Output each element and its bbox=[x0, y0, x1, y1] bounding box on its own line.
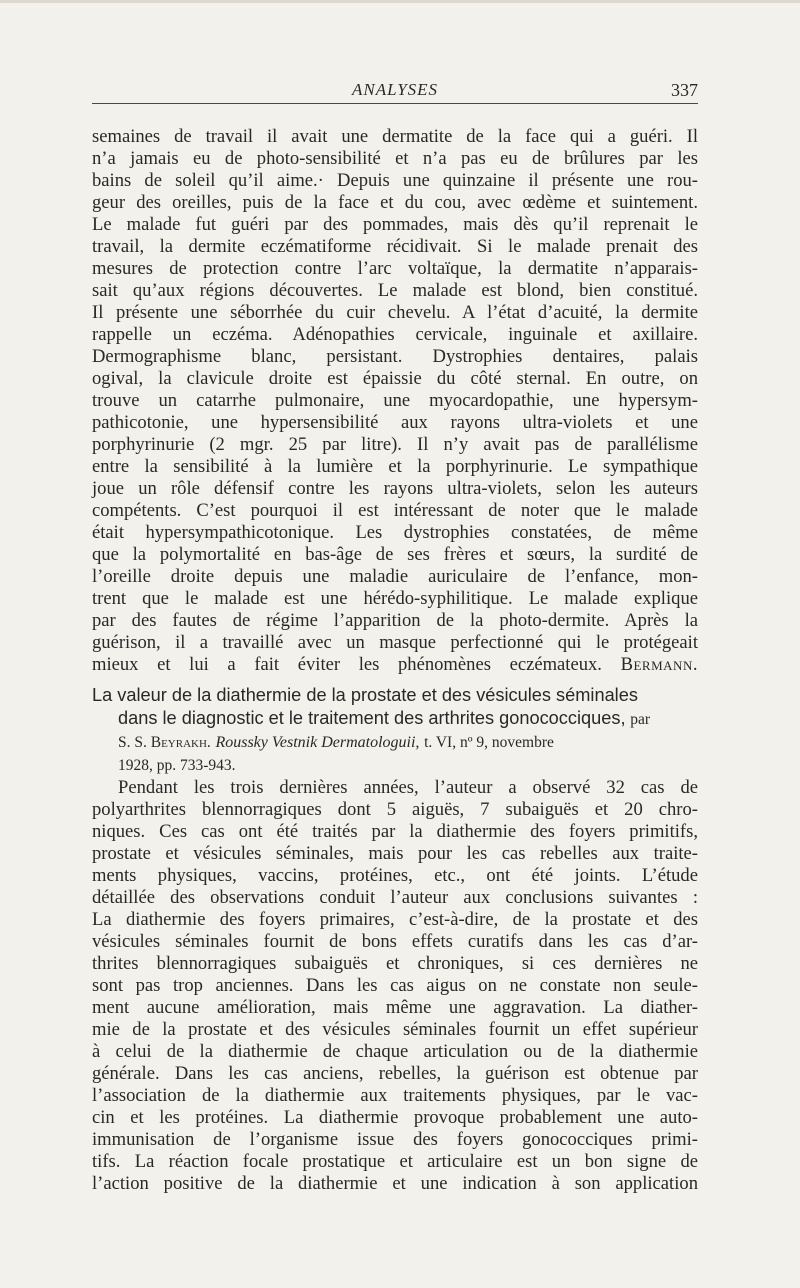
article-citation-pages: 1928, pp. 733-943. bbox=[118, 757, 236, 774]
text-line: immunisation de l’organisme issue des foyers gonococciques primi- bbox=[92, 1129, 698, 1150]
text-line: était hypersympathicotonique. Les dystrophies constatées, de même bbox=[92, 522, 698, 543]
text-line: entre la sensibilité à la lumière et la porphyrinurie. Le sympathique bbox=[92, 456, 698, 477]
text-line: l’oreille droite depuis une maladie auriculaire de l’enfance, mon- bbox=[92, 566, 698, 587]
text-line: Le malade fut guéri par des pommades, mais dès qu’il reprenait le bbox=[92, 214, 698, 235]
page-header bbox=[92, 78, 698, 102]
text-line: n’a jamais eu de photo-sensibilité et n’a pas eu de brûlures par les bbox=[92, 148, 698, 169]
text-fragment: mieux et lui a fait éviter les phénomènes eczémateux. bbox=[92, 654, 602, 675]
header-rule bbox=[92, 103, 698, 104]
article-title-line-2: dans le diagnostic et le traitement des arthrites gonococciques, bbox=[118, 708, 626, 728]
text-line: Pendant les trois dernières années, l’auteur a observé 32 cas de bbox=[118, 777, 698, 798]
text-line: sait qu’aux régions découvertes. Le malade est blond, bien constitué. bbox=[92, 280, 698, 301]
running-title: ANALYSES bbox=[351, 80, 439, 99]
text-line: mesures de protection contre l’arc voltaïque, la dermatite n’apparais- bbox=[92, 258, 698, 279]
text-line: porphyrinurie (2 mgr. 25 par litre). Il n’y avait pas de parallélisme bbox=[92, 434, 698, 455]
text-line: vésicules séminales fournit de bons effets curatifs dans les cas d’ar- bbox=[92, 931, 698, 952]
text-line: tifs. La réaction focale prostatique et articulaire est un bon signe de bbox=[92, 1151, 698, 1172]
text-line: ment aucune amélioration, mais même une aggravation. La diather- bbox=[92, 997, 698, 1018]
text-line: sont pas trop anciennes. Dans les cas aigus on ne constate non seule- bbox=[92, 975, 698, 996]
paragraph-summary bbox=[92, 777, 698, 1195]
text-line: joue un rôle défensif contre les rayons ultra-violets, selon les auteurs bbox=[92, 478, 698, 499]
text-line: semaines de travail il avait une dermatite de la face qui a guéri. Il bbox=[92, 126, 698, 147]
article-heading bbox=[92, 684, 698, 777]
article-author: S. S. Beyrakh. bbox=[118, 734, 211, 751]
text-line: ogival, la clavicule droite est épaissie du côté sternal. En outre, on bbox=[92, 368, 698, 389]
text-line: La diathermie des foyers primaires, c’est-à-dire, de la prostate et des bbox=[92, 909, 698, 930]
text-line: que la polymortalité en bas-âge de ses frères et sœurs, la surdité de bbox=[92, 544, 698, 565]
text-line: trent que le malade est une hérédo-syphilitique. Le malade explique bbox=[92, 588, 698, 609]
text-line: l’action positive de la diathermie et une indication à son application bbox=[92, 1173, 698, 1194]
text-line: polyarthrites blennorragiques dont 5 aiguës, 7 subaiguës et 20 chro- bbox=[92, 799, 698, 820]
text-line: par des fautes de régime l’apparition de la photo-dermite. Après la bbox=[92, 610, 698, 631]
text-line: geur des oreilles, puis de la face et du cou, avec œdème et suintement. bbox=[92, 192, 698, 213]
text-line: pathicotonie, une hypersensibilité aux rayons ultra-violets et une bbox=[92, 412, 698, 433]
page-body bbox=[92, 126, 698, 1195]
article-par: par bbox=[630, 711, 650, 728]
text-line: prostate et vésicules séminales, mais pour les cas rebelles aux traite- bbox=[92, 843, 698, 864]
article-journal: Roussky Vestnik Dermatologuii, bbox=[215, 734, 420, 751]
text-line: niques. Ces cas ont été traités par la diathermie des foyers primitifs, bbox=[92, 821, 698, 842]
text-line: ments physiques, vaccins, protéines, etc., ont été joints. L’étude bbox=[92, 865, 698, 886]
text-line: compétents. C’est pourquoi il est intéressant de noter que le malade bbox=[92, 500, 698, 521]
article-citation: t. VI, nº 9, novembre bbox=[424, 734, 554, 751]
article-title-line-1: La valeur de la diathermie de la prostate et des vésicules séminales bbox=[92, 685, 638, 705]
text-line: bains de soleil qu’il aime.· Depuis une quinzaine il présente une rou- bbox=[92, 170, 698, 191]
text-line: thrites blennorragiques subaiguës et chroniques, si ces dernières ne bbox=[92, 953, 698, 974]
text-line: rappelle un eczéma. Adénopathies cervicale, inguinale et axillaire. bbox=[92, 324, 698, 345]
text-line: à celui de la diathermie de chaque articulation ou de la diathermie bbox=[92, 1041, 698, 1062]
text-line: l’association de la diathermie aux traitements physiques, par le vac- bbox=[92, 1085, 698, 1106]
text-line: Il présente une séborrhée du cuir chevelu. A l’état d’acuité, la dermite bbox=[92, 302, 698, 323]
page-top-edge bbox=[0, 0, 800, 3]
text-line: cin et les protéines. La diathermie provoque probablement une auto- bbox=[92, 1107, 698, 1128]
text-line: trouve un catarrhe pulmonaire, une myocardopathie, une hypersym- bbox=[92, 390, 698, 411]
paragraph-continued bbox=[92, 126, 698, 676]
signature: Bermann. bbox=[620, 654, 698, 675]
text-line: générale. Dans les cas anciens, rebelles, la guérison est obtenue par bbox=[92, 1063, 698, 1084]
page-number: 337 bbox=[671, 80, 698, 100]
text-line-with-signature bbox=[92, 654, 698, 676]
text-line: Dermographisme blanc, persistant. Dystrophies dentaires, palais bbox=[92, 346, 698, 367]
text-line: détaillée des observations conduit l’auteur aux conclusions suivantes : bbox=[92, 887, 698, 908]
text-line: travail, la dermite eczématiforme récidivait. Si le malade prenait des bbox=[92, 236, 698, 257]
text-line: guérison, il a travaillé avec un masque perfectionné qui le protégeait bbox=[92, 632, 698, 653]
text-line: mie de la prostate et des vésicules séminales fournit un effet supérieur bbox=[92, 1019, 698, 1040]
